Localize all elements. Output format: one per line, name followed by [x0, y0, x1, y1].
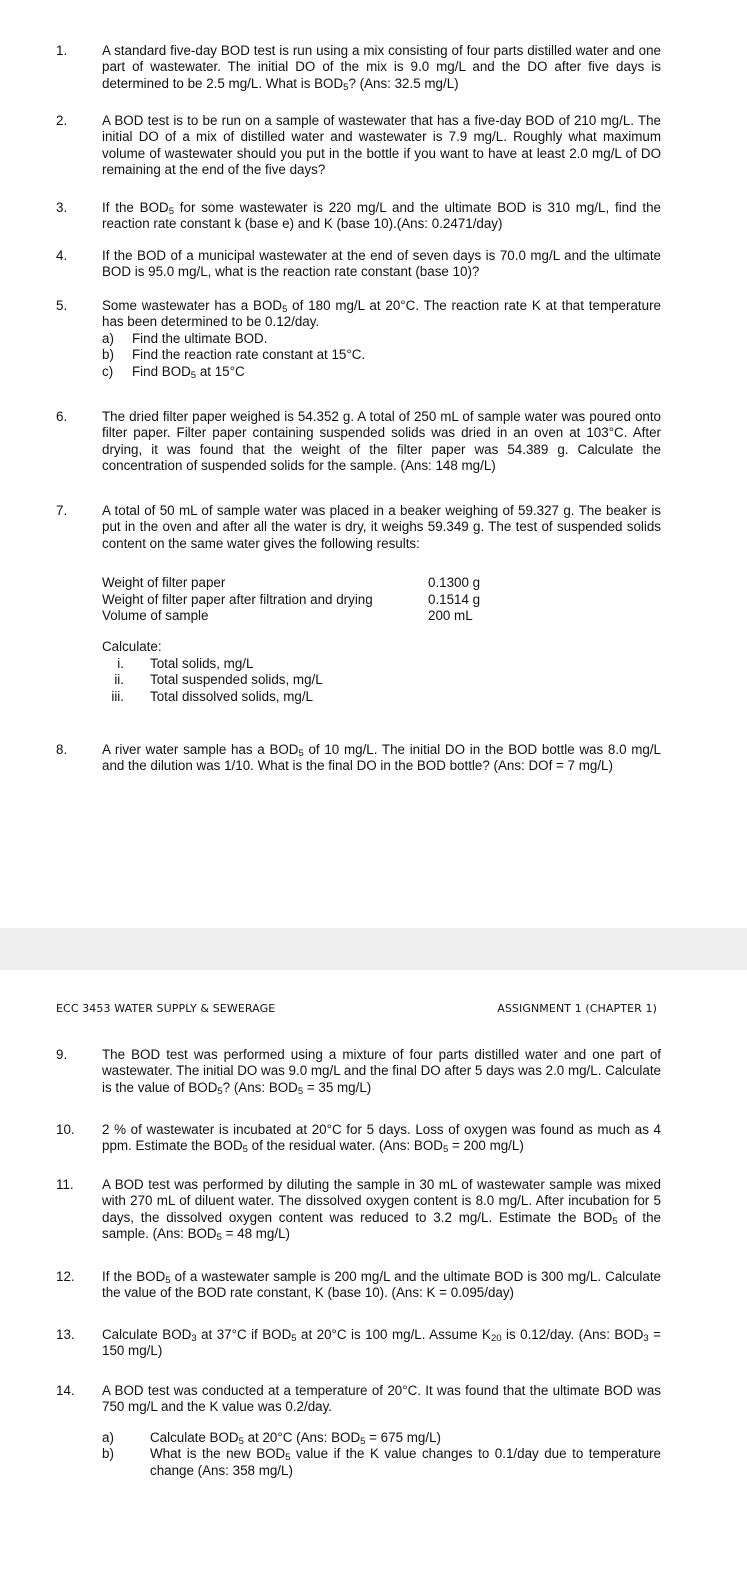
page-separator: [0, 928, 747, 970]
sub-question-b: b) What is the new $BOD_5$ value if the K value changes to 0.1/day due to temperature change (Ans: 358 mg/L): [102, 1446, 661, 1478]
question-number: 4.: [56, 248, 68, 263]
header-assignment-title: ASSIGNMENT 1 (CHAPTER 1): [497, 1002, 657, 1015]
sub-question-c: c) Find $BOD_5$ at 15°C: [102, 363, 245, 381]
question-number: 1.: [56, 43, 68, 58]
question-text: A standard five-day BOD test is run using a mix consisting of four parts distilled water and one part of wastewater. The initial DO of the mix is 9.0 mg/L and the DO after five days is determined to be 2.5 mg/L. What is $BOD_5$? (Ans: 32.5 mg/L): [102, 43, 661, 93]
question-number: 2.: [56, 113, 68, 128]
sub-question-ii: ii. Total suspended solids, mg/L: [114, 672, 323, 688]
question-number: 7.: [56, 503, 68, 518]
question-text: If the $BOD_5$ of a wastewater sample is 200 mg/L and the ultimate BOD is 300 mg/L. Calculate the value of the BOD rate constant, K (base 10). (Ans: K = 0.095/day): [102, 1269, 661, 1301]
question-number: 6.: [56, 409, 68, 424]
sub-question-i: i. Total solids, mg/L: [117, 655, 254, 671]
sub-question-iii: iii. Total dissolved solids, mg/L: [111, 688, 313, 704]
question-number: 13.: [56, 1327, 75, 1342]
question-text: If the BOD of a municipal wastewater at the end of seven days is 70.0 mg/L and the ultimate BOD is 95.0 mg/L, what is the reaction rate constant (base 10)?: [102, 248, 661, 280]
header-course-title: ECC 3453 WATER SUPPLY & SEWERAGE: [56, 1002, 276, 1015]
question-text: A total of 50 mL of sample water was placed in a beaker weighing of 59.327 g. The beaker is put in the oven and after all the water is dry, it weighs 59.349 g. The test of suspended solids content on the same water gives the following results: Weight of filter paper 0.1300 g Weight of filter paper after filtration and drying 0.1514 g Volume of sample 200 mL Calculate: i. Total solids, mg/L ii. Total suspended solids, mg/L iii. Total dissolved solids, mg/L: [102, 503, 661, 704]
question-number: 14.: [56, 1383, 75, 1398]
sub-question-b: b) Find the reaction rate constant at 15°C.: [102, 347, 366, 363]
question-number: 3.: [56, 200, 68, 215]
data-row: Weight of filter paper 0.1300 g: [102, 575, 481, 591]
question-text: Some wastewater has a $BOD_5$ of 180 mg/L at 20°C. The reaction rate K at that temperature has been determined to be 0.12/day. a) Find the ultimate BOD. b) Find the reaction rate constant at 15°C. c) Find $BOD_5$ at 15°C: [102, 298, 661, 381]
question-text: The BOD test was performed using a mixture of four parts distilled water and one part of wastewater. The initial DO was 9.0 mg/L and the final DO after 5 days was 2.0 mg/L. Calculate is the value of $BOD_5$? (Ans: $BOD_5 = 35$ mg/L): [102, 1047, 661, 1097]
question-number: 12.: [56, 1269, 75, 1284]
data-row: Volume of sample 200 mL: [102, 608, 473, 623]
question-text: A BOD test was conducted at a temperature of 20°C. It was found that the ultimate BOD was 750 mg/L and the K value was 0.2/day. a) Calculate $BOD_5$ at 20°C (Ans: $BOD_5 = 675$ mg/L) b) What is the new $BOD_5$ value if the K value changes to 0.1/day due to temperature change (Ans: 358 mg/L): [102, 1383, 661, 1478]
question-number: 11.: [56, 1177, 74, 1192]
data-row: Weight of filter paper after filtration and drying 0.1514 g: [102, 591, 481, 607]
question-text: A BOD test is to be run on a sample of wastewater that has a five-day BOD of 210 mg/L. The initial DO of a mix of distilled water and wastewater is 7.9 mg/L. Roughly what maximum volume of wastewater should you put in the bottle if you want to have at least 2.0 mg/L of DO remaining at the end of the five days?: [102, 113, 661, 178]
document-page-2: [0, 970, 747, 1593]
sub-question-a: a) Find the ultimate BOD.: [102, 330, 268, 346]
question-text: The dried filter paper weighed is 54.352 g. A total of 250 mL of sample water was poured onto filter paper. Filter paper containing suspended solids was dried in an oven at 103°C. After drying, it was found that the weight of the filter paper was 54.389 g. Calculate the concentration of suspended solids for the sample. (Ans: 148 mg/L): [102, 409, 661, 474]
question-text: If the $BOD_5$ for some wastewater is 220 mg/L and the ultimate BOD is 310 mg/L, find the reaction rate constant k (base e) and K (base 10).(Ans: 0.2471/day): [102, 200, 661, 232]
question-number: 8.: [56, 742, 68, 757]
question-text: A river water sample has a $BOD_5$ of 10 mg/L. The initial DO in the BOD bottle was 8.0 mg/L and the dilution was 1/10. What is the final DO in the BOD bottle? (Ans: DOf = 7 mg/L): [102, 742, 662, 774]
question-text: 2 % of wastewater is incubated at 20°C for 5 days. Loss of oxygen was found as much as 4 ppm. Estimate the $BOD_5$ of the residual water. (Ans: $BOD_5 = 200$ mg/L): [102, 1122, 661, 1156]
question-text: A BOD test was performed by diluting the sample in 30 mL of wastewater sample was mixed with 270 mL of diluent water. The dissolved oxygen content is 8.0 mg/L. After incubation for 5 days, the dissolved oxygen content was reduced to 3.2 mg/L. Estimate the $BOD_5$ of the sample. (Ans: $BOD_5 = 48$ mg/L): [102, 1177, 661, 1244]
calculate-label: Calculate:: [102, 639, 162, 655]
question-number: 5.: [56, 298, 68, 313]
question-number: 9.: [56, 1047, 68, 1062]
question-number: 10.: [56, 1122, 75, 1137]
question-text: Calculate $BOD_3$ at 37°C if $BOD_5$ at 20°C is 100 mg/L. Assume $K_{20}$ is 0.12/day. (Ans: $BOD_3 = 150$ mg/L): [102, 1327, 661, 1359]
sub-question-a: a) Calculate $BOD_5$ at 20°C (Ans: $BOD_5 = 675$ mg/L): [102, 1429, 441, 1447]
